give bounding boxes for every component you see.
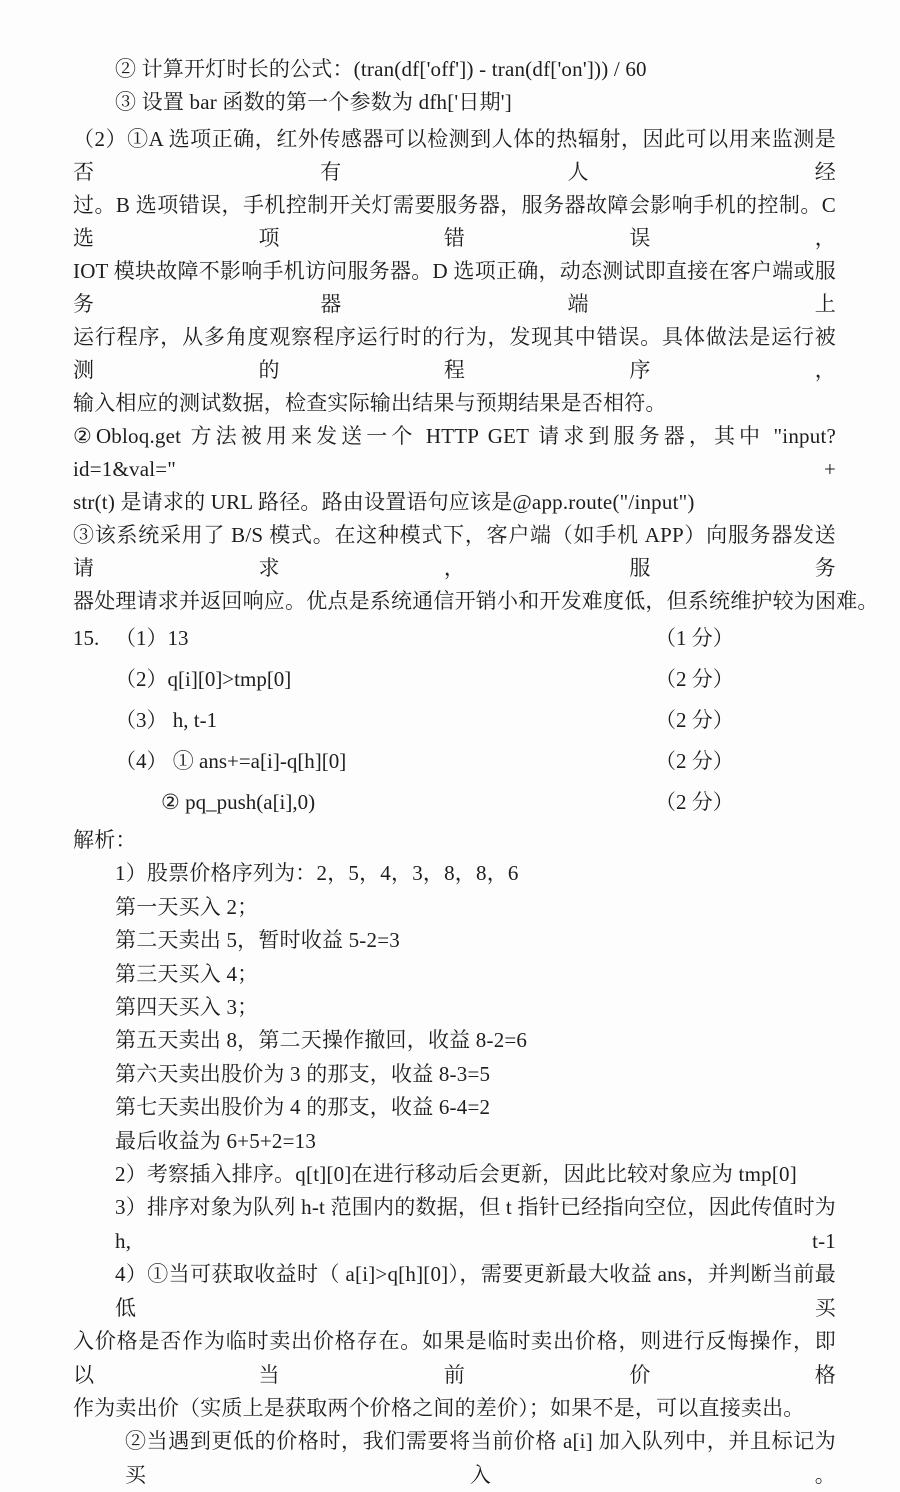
- question14-part2-analysis: [73, 123, 879, 618]
- analysis-line: 4）①当可获取收益时（ a[i]>q[h][0]），需要更新最大收益 ans，并判断当前最低买: [115, 1262, 836, 1320]
- analysis-line: 最后收益为 6+5+2=13: [115, 1128, 317, 1153]
- question15-answers-section: [73, 618, 836, 823]
- answer-line-bar-param: ③ 设置 bar 函数的第一个参数为 dfh['日期']: [115, 90, 512, 114]
- analysis-section: [73, 824, 836, 1492]
- answer-text: ② pq_push(a[i],0): [161, 790, 316, 814]
- answer-text: （2）q[i][0]>tmp[0]: [115, 667, 292, 691]
- analysis-line: 3）排序对象为队列 h-t 范围内的数据，但 t 指针已经指向空位，因此传值时为 h, t-1: [115, 1195, 836, 1253]
- answer-line: ②Obloq.get 方法被用来发送一个 HTTP GET 请求到服务器，其中 "input?id=1&val=" +: [73, 424, 836, 481]
- analysis-line: 第六天卖出股价为 3 的那支，收益 8-3=5: [115, 1061, 491, 1086]
- answer-row: [73, 782, 836, 823]
- analysis-line: 第七天卖出股价为 4 的那支，收益 6-4=2: [115, 1095, 491, 1120]
- question14-answers-section: [73, 53, 879, 618]
- answer-line: 运行程序，从多角度观察程序运行时的行为，发现其中错误。具体做法是运行被测的程序，: [73, 325, 836, 382]
- answer-row: [73, 618, 836, 659]
- score-label: （2 分）: [655, 667, 734, 691]
- answer-line: 输入相应的测试数据，检查实际输出结果与预期结果是否相符。: [73, 391, 667, 415]
- score-label: （1 分）: [655, 626, 734, 650]
- score-label: （2 分）: [655, 749, 734, 773]
- answer-row: [73, 741, 836, 782]
- answer-text: （3） h, t-1: [115, 708, 218, 732]
- analysis-heading: 解析：: [73, 828, 137, 852]
- analysis-line: 第一天买入 2；: [115, 894, 259, 919]
- answer-line: ③该系统采用了 B/S 模式。在这种模式下，客户端（如手机 APP）向服务器发送请求，服务: [73, 523, 836, 580]
- answer-text: （1）13: [115, 626, 189, 650]
- answer-line: （2）①A 选项正确，红外传感器可以检测到人体的热辐射，因此可以用来监测是否有人经: [73, 127, 836, 184]
- answer-line: 过。B 选项错误，手机控制开关灯需要服务器，服务器故障会影响手机的控制。C 选项错误，: [73, 193, 836, 250]
- answer-row: [73, 659, 836, 700]
- answer-line-formula: ② 计算开灯时长的公式：(tran(df['off']) - tran(df['on'])) / 60: [115, 57, 647, 81]
- analysis-line: 第四天买入 3；: [115, 995, 259, 1020]
- answer-line: IOT 模块故障不影响手机访问服务器。D 选项正确，动态测试即直接在客户端或服务器端上: [73, 259, 836, 316]
- analysis-line: 1）股票价格序列为：2，5，4，3，8，8，6: [115, 861, 519, 886]
- answer-line: str(t) 是请求的 URL 路径。路由设置语句应该是@app.route("/input"): [73, 490, 695, 514]
- answer-text: （4） ① ans+=a[i]-q[h][0]: [115, 749, 347, 773]
- analysis-line: 第二天卖出 5，暂时收益 5-2=3: [115, 928, 400, 953]
- answer-row: [73, 700, 836, 741]
- score-label: （2 分）: [655, 790, 734, 814]
- analysis-line: 2）考察插入排序。q[t][0]在进行移动后会更新，因此比较对象应为 tmp[0]: [115, 1162, 797, 1187]
- answer-line: 器处理请求并返回响应。优点是系统通信开销小和开发难度低，但系统维护较为困难。: [73, 589, 879, 613]
- score-label: （2 分）: [655, 708, 734, 732]
- analysis-line: 作为卖出价（实质上是获取两个价格之间的差价）；如果不是，可以直接卖出。: [73, 1395, 805, 1420]
- analysis-line: 第五天卖出 8，第二天操作撤回，收益 8-2=6: [115, 1028, 528, 1053]
- analysis-line: ②当遇到更低的价格时，我们需要将当前价格 a[i] 加入队列中，并且标记为买入。: [125, 1429, 836, 1487]
- question-number: 15.: [73, 626, 100, 650]
- analysis-line: 第三天买入 4；: [115, 961, 259, 986]
- analysis-line: 入价格是否作为临时卖出价格存在。如果是临时卖出价格，则进行反悔操作，即以当前价格: [73, 1329, 836, 1387]
